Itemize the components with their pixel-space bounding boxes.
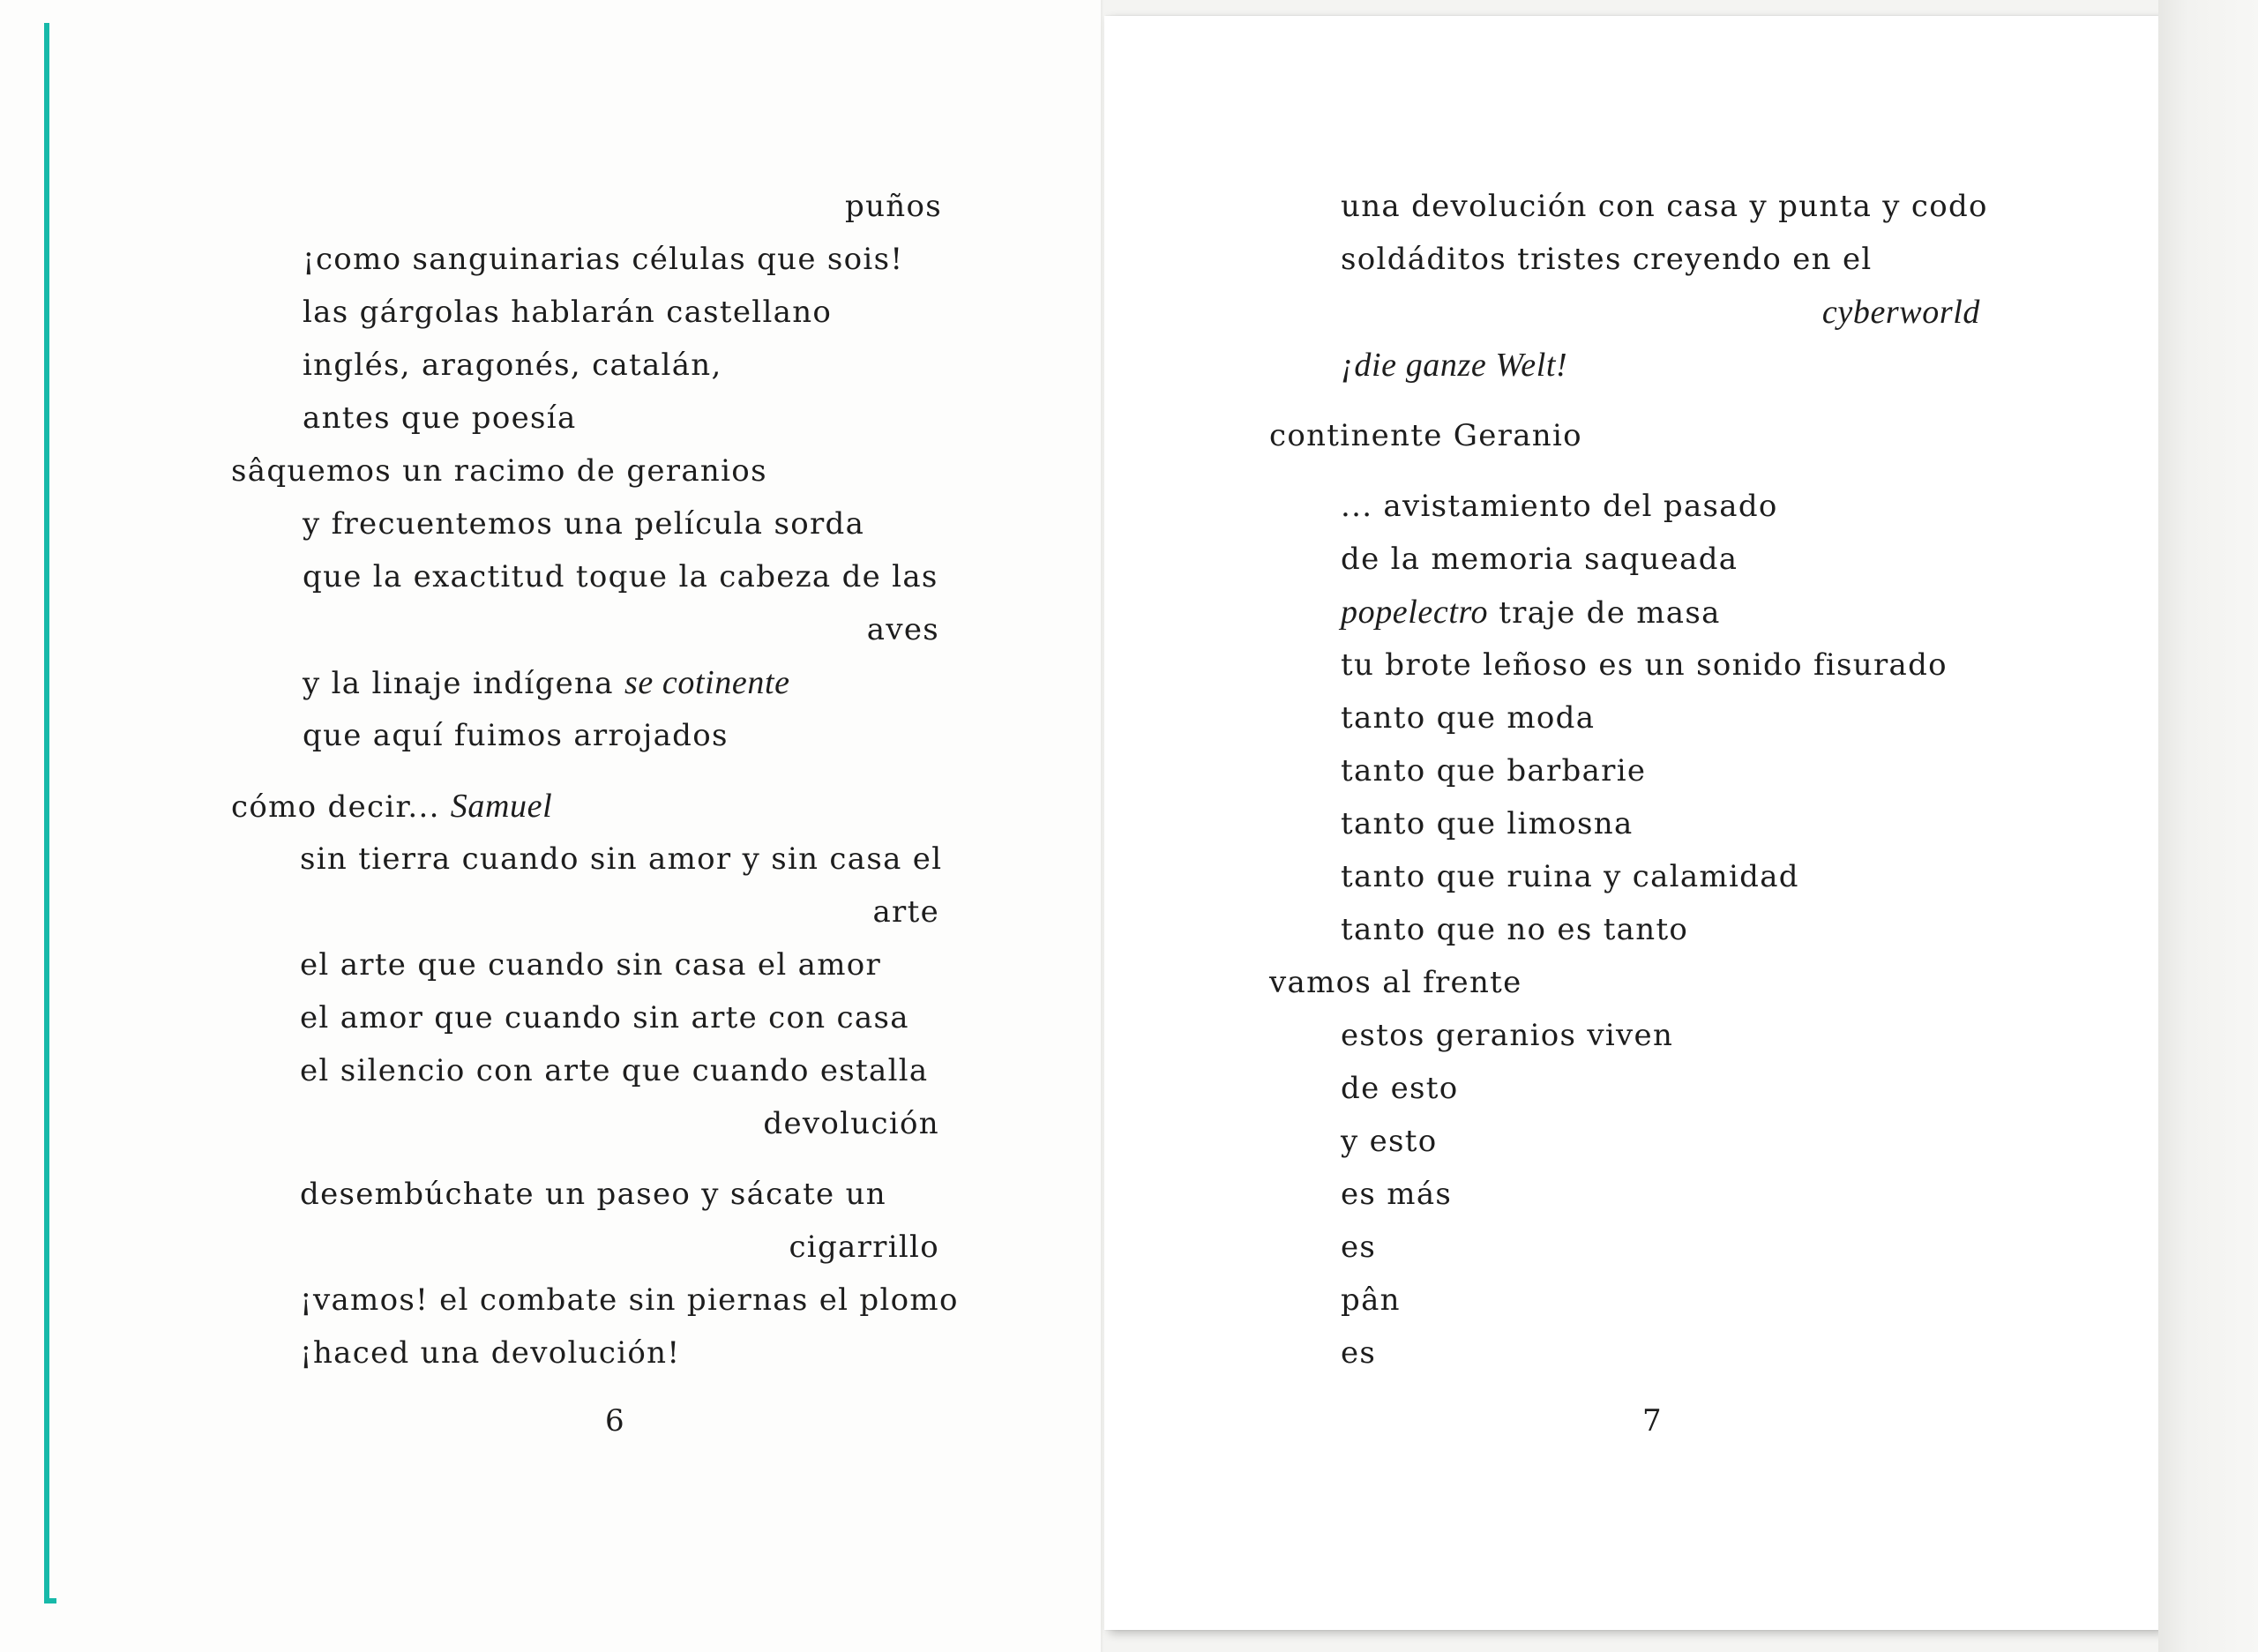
poem-line-italic: se cotinente (624, 664, 790, 701)
poem-line: ¡vamos! el combate sin piernas el plomo (300, 1282, 959, 1318)
poem-line: ... avistamiento del pasado (1341, 489, 1778, 524)
poem-line: estos geranios viven (1341, 1018, 1674, 1053)
poem-line: tanto que moda (1341, 700, 1596, 736)
poem-line: tanto que barbarie (1341, 753, 1647, 789)
scan-background-edge (2158, 0, 2258, 1652)
poem-line: puños (845, 189, 942, 224)
left-page (0, 0, 1101, 1652)
poem-line: pân (1341, 1282, 1401, 1318)
poem-line-text: y la linaje indígena (303, 666, 614, 701)
poem-line: soldáditos tristes creyendo en el (1341, 242, 1873, 277)
poem-line-italic: ¡die ganze Welt! (1341, 347, 1568, 384)
teal-margin-rule (44, 23, 49, 1603)
poem-line: sâquemos un racimo de geranios (231, 453, 767, 489)
poem-line-text: traje de masa (1499, 595, 1721, 631)
poem-line: devolución (763, 1106, 939, 1141)
poem-line: el amor que cuando sin arte con casa (300, 1000, 909, 1035)
poem-line: de esto (1341, 1071, 1459, 1106)
poem-line: desembúchate un paseo y sácate un (300, 1177, 886, 1212)
poem-line: tanto que limosna (1341, 806, 1634, 841)
poem-line: es más (1341, 1177, 1453, 1212)
poem-line: es (1341, 1335, 1377, 1371)
poem-line (303, 665, 790, 701)
poem-line: ¡como sanguinarias células que sois! (303, 242, 904, 277)
poem-line: continente Geranio (1269, 418, 1582, 453)
poem-line: inglés, aragonés, catalán, (303, 348, 722, 383)
page-number: 6 (605, 1403, 624, 1439)
poem-line: tu brote leñoso es un sonido fisurado (1341, 647, 1948, 683)
poem-line: tanto que no es tanto (1341, 912, 1689, 947)
poem-line: vamos al frente (1269, 965, 1522, 1000)
poem-line: sin tierra cuando sin amor y sin casa el (300, 841, 943, 877)
poem-line (231, 789, 552, 825)
poem-line: y frecuentemos una película sorda (303, 506, 865, 542)
poem-line: antes que poesía (303, 400, 577, 436)
poem-line: el arte que cuando sin casa el amor (300, 947, 882, 983)
poem-line (1341, 594, 1721, 631)
poem-line: y esto (1341, 1124, 1438, 1159)
poem-line-italic: cyberworld (1821, 294, 1980, 331)
poem-line: el silencio con arte que cuando estalla (300, 1053, 929, 1088)
poem-line-text: cómo decir... (231, 789, 440, 825)
page-number: 7 (1642, 1403, 1662, 1439)
poem-line-italic: popelectro (1341, 594, 1489, 631)
poem-line: que la exactitud toque la cabeza de las (303, 559, 938, 594)
poem-line: ¡haced una devolución! (300, 1335, 681, 1371)
poem-line: de la memoria saqueada (1341, 542, 1738, 577)
poem-line: las gárgolas hablarán castellano (303, 295, 833, 330)
poem-line: aves (866, 612, 939, 647)
poem-line: una devolución con casa y punta y codo (1341, 189, 1988, 224)
poem-line: tanto que ruina y calamidad (1341, 859, 1799, 894)
teal-margin-rule-foot (44, 1598, 56, 1603)
poem-line-italic: Samuel (450, 788, 553, 825)
right-page (1104, 16, 2158, 1630)
poem-line: es (1341, 1230, 1377, 1265)
poem-line: que aquí fuimos arrojados (303, 718, 729, 753)
poem-line: arte (872, 894, 939, 930)
poem-line: cigarrillo (789, 1230, 939, 1265)
